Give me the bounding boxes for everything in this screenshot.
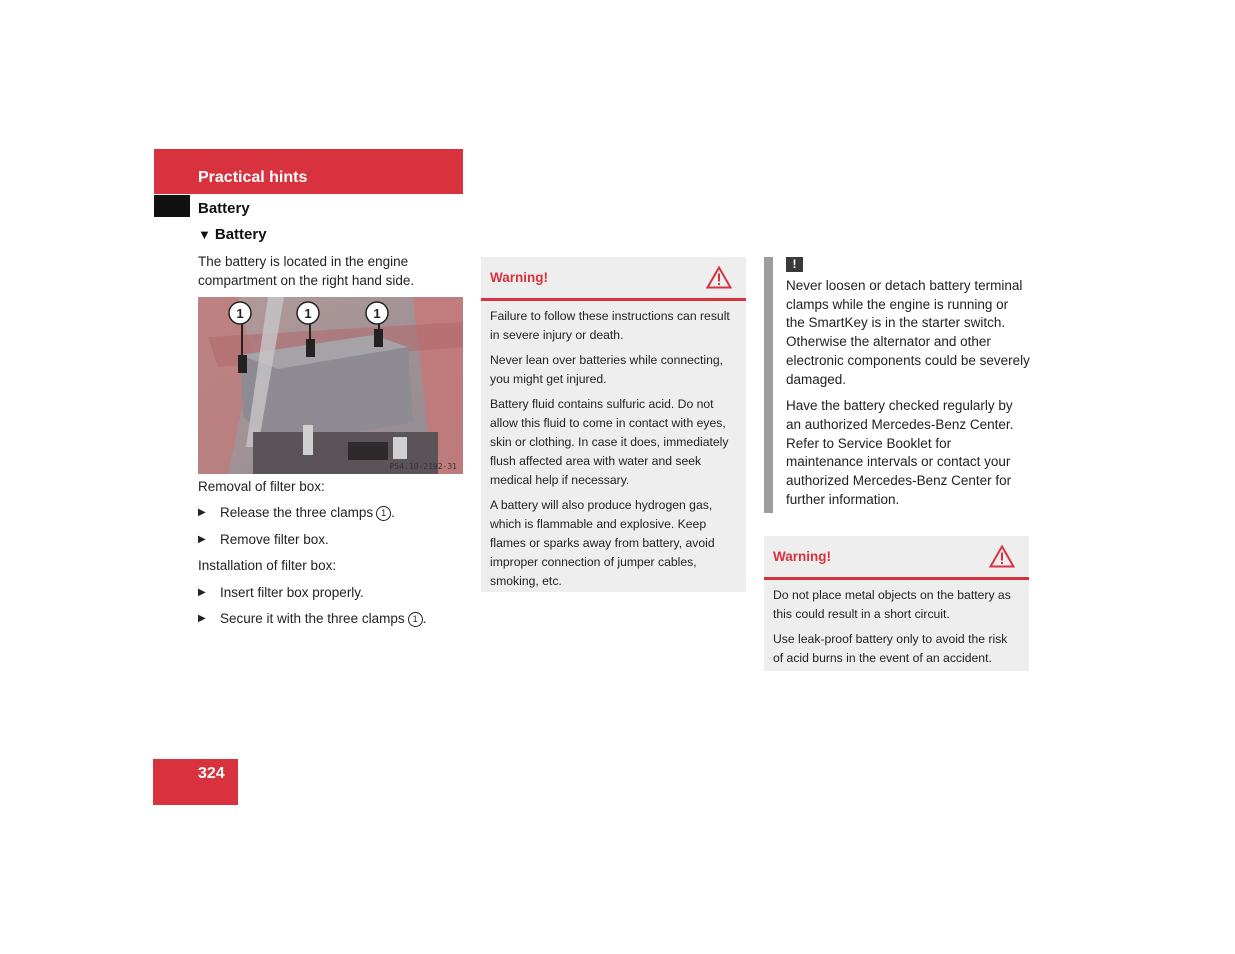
topic-heading [198,226,267,243]
note-side-bar [764,257,773,513]
warning-paragraph: Battery fluid contains sulfuric acid. Do not allow this fluid to come in contact with eyes, skin or clothing. In case it does, immediately flush affected area with water and seek medical help if necessary. [490,397,729,487]
callout-1-c: 1 [373,306,381,321]
intro-text: The battery is located in the engine compartment on the right hand side. [198,254,415,288]
warning-paragraph: A battery will also produce hydrogen gas, which is flammable and explosive. Keep flames or sparks away from battery, avoid improper connection of jumper cables, smoking, etc. [490,498,715,588]
page-number: 324 [198,765,225,782]
topic-title: Battery [214,226,267,243]
step-release-clamps [198,504,460,523]
warning-header [764,536,1029,580]
step-text: Insert filter box properly. [220,585,364,600]
step-arrow-icon: ▶ [198,587,206,598]
step-arrow-icon: ▶ [198,534,206,545]
warning-title: Warning! [773,549,831,564]
warning-paragraph: Do not place metal objects on the battery as this could result in a short circuit. [773,588,1011,621]
section-header-bar [154,149,463,194]
warning-header [481,257,746,301]
installation-label: Installation of filter box: [198,558,337,573]
step-arrow-icon: ▶ [198,613,206,624]
warning-box-battery-safety [481,257,746,592]
section-marker-tab [154,195,190,217]
warning-paragraph: Never lean over batteries while connecting, you might get injured. [490,353,724,386]
note-paragraph: Have the battery checked regularly by an authorized Mercedes-Benz Center. Refer to Service Booklet for maintenance intervals or contact your authorized Mercedes-Benz Center for further information. [786,398,1014,507]
note-exclamation-icon: ! [786,257,803,272]
step-end: . [391,505,395,520]
warning-title: Warning! [490,270,548,285]
step-secure-clamps [198,610,460,629]
step-end: . [422,611,427,626]
step-insert-filter-box [198,584,460,603]
triangle-marker-icon: ▼ [198,227,211,242]
step-text: Remove filter box. [220,532,329,547]
warning-triangle-icon [706,266,732,289]
figure-code: P54.10-2192-31 [389,462,457,471]
warning-body [764,580,1029,682]
note-text [786,277,1030,517]
step-text: Release the three clamps [220,505,374,520]
callout-1-a: 1 [236,306,244,321]
warning-body [481,301,746,605]
warning-paragraph: Failure to follow these instructions can result in severe injury or death. [490,309,730,342]
note-paragraph: Never loosen or detach battery terminal clamps while the engine is running or the SmartKey is in the starter switch. Otherwise the alternator and other electronic components could be severely damaged. [786,278,1030,387]
step-remove-filter-box [198,531,460,550]
page-number-tab [153,759,238,805]
subsection-title: Battery [198,200,250,217]
warning-paragraph: Use leak-proof battery only to avoid the risk of acid burns in the event of an accident. [773,632,1008,665]
clamp-callout-ref: 1 [408,612,423,627]
engine-compartment-illustration [198,297,463,474]
step-text: Secure it with the three clamps [220,611,405,626]
step-arrow-icon: ▶ [198,507,206,518]
section-title: Practical hints [198,169,308,186]
removal-label: Removal of filter box: [198,479,325,494]
warning-box-short-circuit [764,536,1029,671]
battery-photo [198,297,463,474]
clamp-callout-ref: 1 [376,506,391,521]
callout-1-b: 1 [304,306,312,321]
warning-triangle-icon [989,545,1015,568]
